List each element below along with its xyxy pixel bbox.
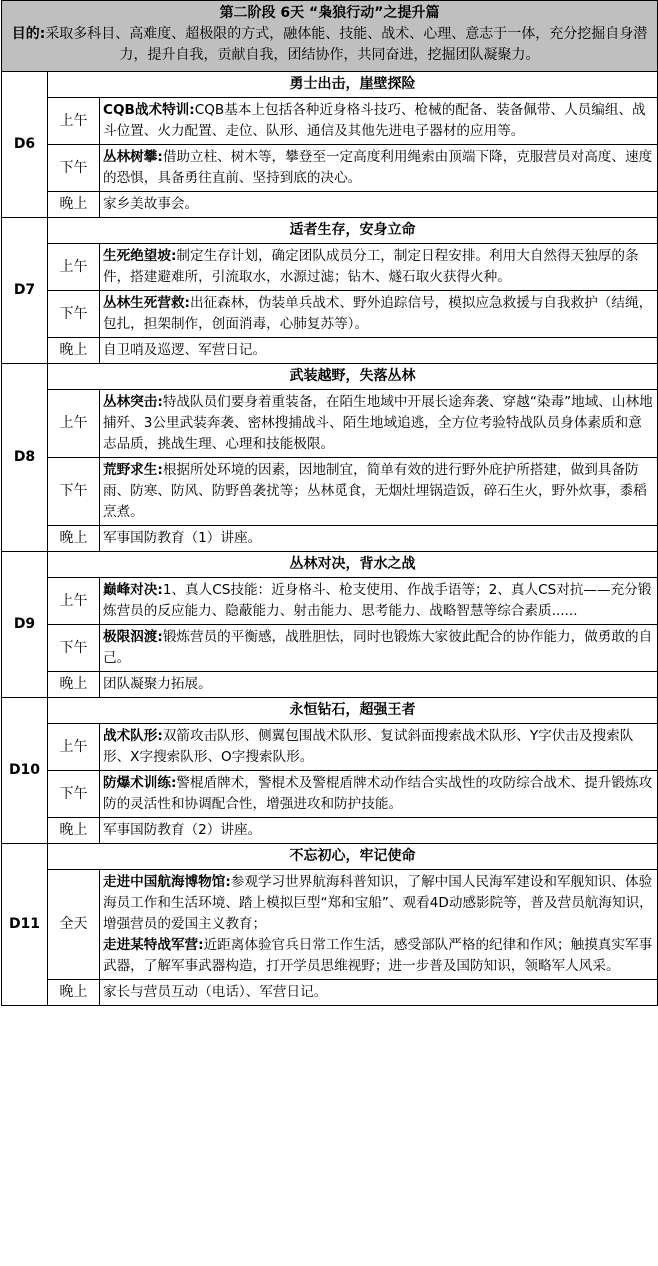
activity-row <box>2 291 658 338</box>
day-theme: 丛林对决，背水之战 <box>48 552 658 578</box>
activity-item <box>103 100 654 142</box>
schedule-table <box>1 0 658 1006</box>
activity-row <box>2 338 658 364</box>
activity-title: 生死绝望坡: <box>103 248 177 264</box>
activity-row <box>2 625 658 672</box>
activity-cell <box>100 192 658 218</box>
activity-cell <box>100 672 658 698</box>
activity-description: CQB基本上包括各种近身格斗技巧、枪械的配备、装备佩带、人员编组、战斗位置、火力配置、走位、队形、通信及其他先进电子器材的应用等。 <box>103 102 646 139</box>
time-slot: 全天 <box>48 870 100 980</box>
activity-title: CQB战术特训: <box>103 102 195 118</box>
day-label: D6 <box>2 72 48 218</box>
activity-row <box>2 458 658 526</box>
time-slot: 上午 <box>48 98 100 145</box>
activity-item <box>103 820 654 841</box>
activity-cell <box>100 724 658 771</box>
time-slot: 上午 <box>48 724 100 771</box>
time-slot: 上午 <box>48 244 100 291</box>
activity-cell <box>100 338 658 364</box>
day-theme-row <box>2 364 658 390</box>
time-slot: 下午 <box>48 625 100 672</box>
goal-text: 采取多科目、高难度、超极限的方式，融体能、技能、战术、心理、意志于一体，充分挖掘自身潜力，提升自我，贡献自我，团结协作，共同奋进，挖掘团队凝聚力。 <box>45 26 648 63</box>
activity-cell <box>100 771 658 818</box>
activity-row <box>2 145 658 192</box>
activity-row <box>2 724 658 771</box>
activity-title: 荒野求生: <box>103 462 163 478</box>
activity-item <box>103 773 654 815</box>
activity-cell <box>100 244 658 291</box>
header-row <box>2 1 658 72</box>
day-label: D9 <box>2 552 48 698</box>
activity-title: 战术队形: <box>103 728 163 744</box>
activity-description: 特战队员们要身着重装备，在陌生地域中开展长途奔袭、穿越“染毒”地域、山林地捕歼、3公里武装奔袭、密林搜捕战斗、陌生地域追逃，全方位考验特战队员身体素质和意志品质，挑战生理、心理和技能极限。 <box>103 394 653 452</box>
activity-cell <box>100 980 658 1006</box>
activity-cell <box>100 625 658 672</box>
activity-row <box>2 244 658 291</box>
time-slot: 上午 <box>48 390 100 458</box>
time-slot: 晚上 <box>48 980 100 1006</box>
activity-row <box>2 980 658 1006</box>
activity-title: 丛林突击: <box>103 394 163 410</box>
day-theme: 适者生存，安身立命 <box>48 218 658 244</box>
activity-description: 军事国防教育（2）讲座。 <box>103 822 262 838</box>
activity-item <box>103 194 654 215</box>
activity-description: 根据所处环境的因素，因地制宜，简单有效的进行野外庇护所搭建，做到具备防雨、防寒、防风、防野兽袭扰等；丛林觅食，无烟灶埋锅造饭，碎石生火，野外炊事，黍稻烹煮。 <box>103 462 647 520</box>
activity-title: 丛林树攀: <box>103 149 163 165</box>
goal-label: 目的: <box>11 26 46 42</box>
time-slot: 晚上 <box>48 192 100 218</box>
time-slot: 下午 <box>48 771 100 818</box>
activity-row <box>2 578 658 625</box>
activity-item <box>103 935 654 977</box>
activity-item <box>103 528 654 549</box>
activity-cell <box>100 458 658 526</box>
activity-cell <box>100 870 658 980</box>
activity-row <box>2 192 658 218</box>
activity-description: 家长与营员互动（电话）、军营日记。 <box>103 984 328 1000</box>
activity-cell <box>100 291 658 338</box>
activity-title: 走进中国航海博物馆: <box>103 874 231 890</box>
time-slot: 晚上 <box>48 672 100 698</box>
day-label: D7 <box>2 218 48 364</box>
activity-description: 近距离体验官兵日常工作生活，感受部队严格的纪律和作风；触摸真实军事武器，了解军事武器构造，打开学员思维视野；进一步普及国防知识，领略军人风采。 <box>103 937 653 974</box>
activity-title: 走进某特战军营: <box>103 937 204 953</box>
activity-item <box>103 246 654 288</box>
activity-item <box>103 674 654 695</box>
activity-item <box>103 460 654 523</box>
activity-description: 参观学习世界航海科普知识，了解中国人民海军建设和军舰知识、体验海员工作和生活环境、踏上模拟巨型“郑和宝船”、观看4D动感影院等，普及营员航海知识，增强营员的爱国主义教育； <box>103 874 653 932</box>
time-slot: 晚上 <box>48 338 100 364</box>
activity-cell <box>100 578 658 625</box>
activity-item <box>103 392 654 455</box>
activity-description: 自卫哨及巡逻、军营日记。 <box>103 342 267 358</box>
activity-row <box>2 870 658 980</box>
time-slot: 下午 <box>48 291 100 338</box>
activity-item <box>103 982 654 1003</box>
day-label: D8 <box>2 364 48 552</box>
activity-item <box>103 147 654 189</box>
activity-description: 1、真人CS技能：近身格斗、枪支使用、作战手语等；2、真人CS对抗——充分锻炼营员的反应能力、隐蔽能力、射击能力、思考能力、战略智慧等综合素质...... <box>103 582 652 619</box>
header-cell <box>2 1 658 72</box>
activity-description: 制定生存计划，确定团队成员分工，制定日程安排。利用大自然得天独厚的条件，搭建避难所，引流取水，水源过滤；钻木、燧石取火获得火种。 <box>103 248 639 285</box>
activity-description: 双箭攻击队形、侧翼包围战术队形、复试斜面搜索战术队形、Y字伏击及搜索队形、X字搜索队形、O字搜索队形。 <box>103 728 634 765</box>
day-label: D10 <box>2 698 48 844</box>
activity-title: 极限泅渡: <box>103 629 163 645</box>
activity-cell <box>100 526 658 552</box>
activity-title: 丛林生死营救: <box>103 295 190 311</box>
activity-cell <box>100 390 658 458</box>
activity-cell <box>100 98 658 145</box>
activity-row <box>2 771 658 818</box>
schedule-body <box>2 1 658 1006</box>
activity-row <box>2 526 658 552</box>
activity-title: 防爆术训练: <box>103 775 177 791</box>
time-slot: 下午 <box>48 458 100 526</box>
stage-title: 第二阶段 6天 “枭狼行动”之提升篇 <box>219 5 440 21</box>
activity-row <box>2 390 658 458</box>
day-theme: 永恒钻石，超强王者 <box>48 698 658 724</box>
activity-description: 家乡美故事会。 <box>103 196 199 212</box>
day-label: D11 <box>2 844 48 1006</box>
time-slot: 下午 <box>48 145 100 192</box>
time-slot: 晚上 <box>48 526 100 552</box>
activity-item <box>103 726 654 768</box>
activity-title: 巅峰对决: <box>103 582 163 598</box>
activity-row <box>2 818 658 844</box>
day-theme-row <box>2 552 658 578</box>
activity-description: 警棍盾牌术，警棍术及警棍盾牌术动作结合实战性的攻防综合战术、提升锻炼攻防的灵活性和协调配合性，增强进攻和防护技能。 <box>103 775 653 812</box>
activity-description: 锻炼营员的平衡感，战胜胆怯，同时也锻炼大家彼此配合的协作能力，做勇敢的自己。 <box>103 629 653 666</box>
day-theme-row <box>2 72 658 98</box>
activity-description: 军事国防教育（1）讲座。 <box>103 530 262 546</box>
day-theme-row <box>2 218 658 244</box>
day-theme: 武装越野，失落丛林 <box>48 364 658 390</box>
time-slot: 晚上 <box>48 818 100 844</box>
day-theme-row <box>2 698 658 724</box>
activity-row <box>2 672 658 698</box>
activity-item <box>103 580 654 622</box>
activity-cell <box>100 818 658 844</box>
activity-description: 团队凝聚力拓展。 <box>103 676 212 692</box>
activity-row <box>2 98 658 145</box>
day-theme: 不忘初心，牢记使命 <box>48 844 658 870</box>
activity-item <box>103 627 654 669</box>
day-theme-row <box>2 844 658 870</box>
stage-goal <box>6 24 653 66</box>
activity-item <box>103 340 654 361</box>
activity-item <box>103 293 654 335</box>
activity-cell <box>100 145 658 192</box>
activity-description: 出征森林，伪装单兵战术、野外追踪信号，模拟应急救援与自我救护（结绳，包扎，担架制作，创面消毒，心肺复苏等）。 <box>103 295 653 332</box>
activity-item <box>103 872 654 935</box>
time-slot: 上午 <box>48 578 100 625</box>
day-theme: 勇士出击，崖壁探险 <box>48 72 658 98</box>
activity-description: 借助立柱、树木等，攀登至一定高度利用绳索由顶端下降，克服营员对高度、速度的恐惧，具备勇往直前、坚持到底的决心。 <box>103 149 653 186</box>
